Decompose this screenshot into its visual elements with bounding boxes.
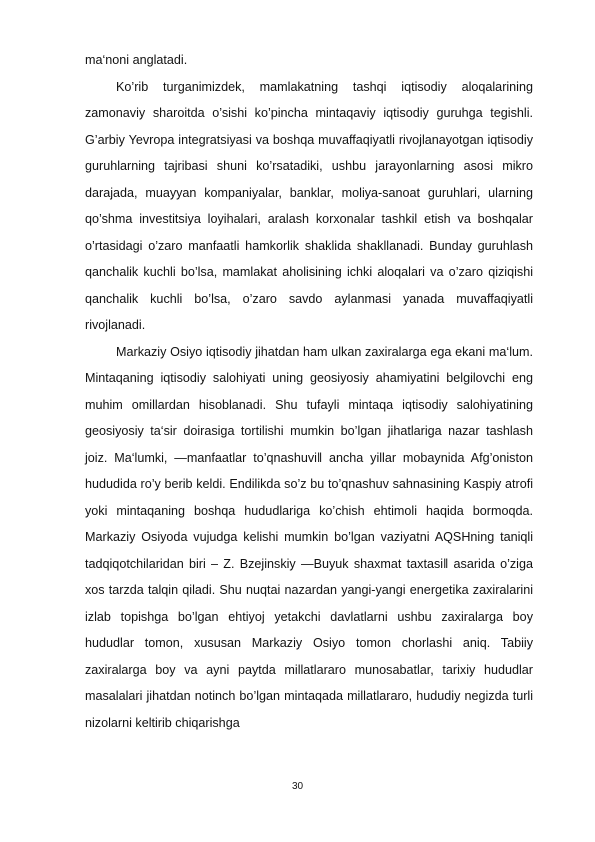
paragraph-trade-relations: Ko’rib turganimizdek, mamlakatning tashqi iqtisodiy aloqalarining zamonaviy sharoitda o’sishi ko’pincha mintaqaviy iqtisodiy guruhga tegishli. G’arbiy Yevropa integratsiyasi va boshqa muvaffaqiyatli rivojlanayotgan iqtisodiy guruhlarning tajribasi shuni ko’rsatadiki, ushbu jarayonlarning asosi mikro darajada, muayyan kompaniyalar, banklar, moliya-sanoat guruhlari, ularning qo’shma investitsiya loyihalari, aralash korxonalar tashkil etish va boshqalar o’rtasidagi o’zaro manfaatli hamkorlik shaklida shakllanadi. Bunday guruhlash qanchalik kuchli bo’lsa, mamlakat aholisining ichki aloqalari va o’zaro qiziqishi qanchalik kuchli bo’lsa, o’zaro savdo aylanmasi yanada muvaffaqiyatli rivojlanadi. bbox=[85, 79, 533, 332]
body-text bbox=[85, 47, 533, 736]
paragraph-continuation: ma‘noni anglatadi. bbox=[85, 53, 188, 67]
paragraph-central-asia: Markaziy Osiyo iqtisodiy jihatdan ham ulkan zaxiralarga ega ekani ma‘lum. Mintaqaning iqtisodiy salohiyati uning geosiyosiy ahamiyatini belgilovchi eng muhim omillardan hisoblanadi. Shu tufayli mintaqa iqtisodiy salohiyatining geosiyosiy ta‘sir doirasiga tortilishi mumkin bo’lgan jihatlariga nazar tashlash joiz. Ma‘lumki, ―manfaatlar to’qnashuvi‖ ancha yillar mobaynida Afg’oniston hududida ro’y berib keldi. Endilikda so’z bu to’qnashuv sahnasining Kaspiy atrofi yoki mintaqaning boshqa hududlariga ko’chish ehtimoli haqida bormoqda. Markaziy Osiyoda vujudga kelishi mumkin bo’lgan vaziyatni AQSHning taniqli tadqiqotchilaridan biri – Z. Bzejinskiy ―Buyuk shaxmat taxtasi‖ asarida o’ziga xos tarzda talqin qiladi. Shu nuqtai nazardan yangi-yangi energetika zaxiralarini izlab topishga bo’lgan ehtiyoj yetakchi davlatlarni ushbu zaxiralarga boy hududlar tomon, xususan Markaziy Osiyo tomon chorlashi aniq. Tabiiy zaxiralarga boy va ayni paytda millatlararo munosabatlar, tarixiy hududlar masalalari jihatdan notinch bo’lgan mintaqada millatlararo, hududiy negizda turli nizolarni keltirib chiqarishga bbox=[85, 344, 533, 730]
page-number: 30 bbox=[291, 781, 304, 792]
